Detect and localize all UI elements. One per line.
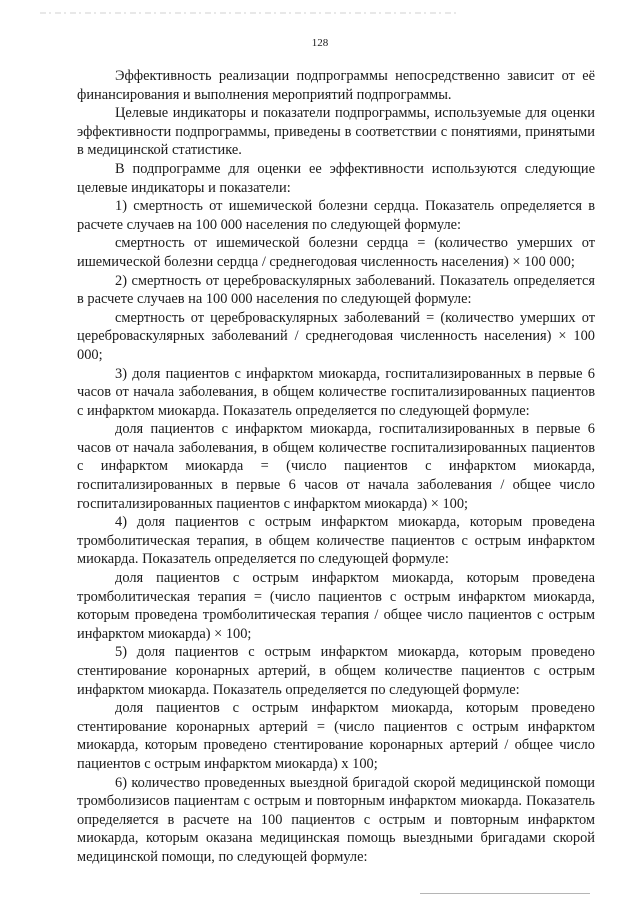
list-item-1: 1) смертность от ишемической болезни сердца. Показатель определяется в расчете случаев на 100 000 населения по следующей формуле: xyxy=(77,198,595,233)
list-item-4: 4) доля пациентов с острым инфарктом миокарда, которым проведена тромболитическая терапия, в общем количестве пациентов с острым инфарктом миокарда. Показатель определяется по следующей формуле: xyxy=(77,514,595,568)
formula-4: доля пациентов с острым инфарктом миокарда, которым проведена тромболитическая терапия = (число пациентов с острым инфарктом миокарда, которым проведена тромболитическая терапия / общее число пациентов с острым инфарктом миокарда) × 100; xyxy=(77,570,595,642)
list-item-6: 6) количество проведенных выездной бригадой скорой медицинской помощи тромболизисов пациентам с острым и повторным инфарктом миокарда. Показатель определяется в расчете на 100 пациентов с острым и повторным инфарктом миокарда, которым оказана медицинская помощь выездными бригадами скорой медицинской помощи, по следующей формуле: xyxy=(77,774,595,865)
formula-2: смертность от цереброваскулярных заболеваний = (количество умерших от цереброваскулярных заболеваний / среднегодовая численность населения) × 100 000; xyxy=(77,309,595,363)
bottom-divider xyxy=(420,893,590,894)
document-body xyxy=(77,67,595,867)
list-item-3: 3) доля пациентов с инфарктом миокарда, госпитализированных в первые 6 часов от начала заболевания, в общем количестве госпитализированных пациентов с инфарктом миокарда. Показатель определяется по следующей формуле: xyxy=(77,365,595,419)
paragraph-indicators-intro: Целевые индикаторы и показатели подпрограммы, используемые для оценки эффективности подпрограммы, приведены в соответствии с понятиями, принятыми в медицинской статистике. xyxy=(77,105,595,159)
list-item-5: 5) доля пациентов с острым инфарктом миокарда, которым проведено стентирование коронарных артерий, в общем количестве пациентов с острым инфарктом миокарда. Показатель определяется по следующей формуле: xyxy=(77,644,595,698)
scan-artifact-header xyxy=(40,3,460,9)
formula-3: доля пациентов с инфарктом миокарда, госпитализированных в первые 6 часов от начала заболевания, в общем количестве госпитализированных пациентов с инфарктом миокарда = (число пациентов с инфарктом миокарда, госпитализированных в первые 6 часов от начала заболевания / общее число госпитализированных пациентов с инфарктом миокарда) × 100; xyxy=(77,421,595,512)
paragraph-efficiency: Эффективность реализации подпрограммы непосредственно зависит от её финансирования и выполнения мероприятий подпрограммы. xyxy=(77,68,595,103)
paragraph-indicators-list-intro: В подпрограмме для оценки ее эффективности используются следующие целевые индикаторы и показатели: xyxy=(77,160,595,196)
formula-5: доля пациентов с острым инфарктом миокарда, которым проведено стентирование коронарных артерий = (число пациентов с острым инфарктом миокарда, которым проведено стентирование коронарных артерий / общее число пациентов с острым инфарктом миокарда) х 100; xyxy=(77,700,595,772)
list-item-2: 2) смертность от цереброваскулярных заболеваний. Показатель определяется в расчете случаев на 100 000 населения по следующей формуле: xyxy=(77,272,595,308)
formula-1: смертность от ишемической болезни сердца = (количество умерших от ишемической болезни сердца / среднегодовая численность населения) × 100 000; xyxy=(77,235,595,270)
page-number: 128 xyxy=(311,37,329,49)
